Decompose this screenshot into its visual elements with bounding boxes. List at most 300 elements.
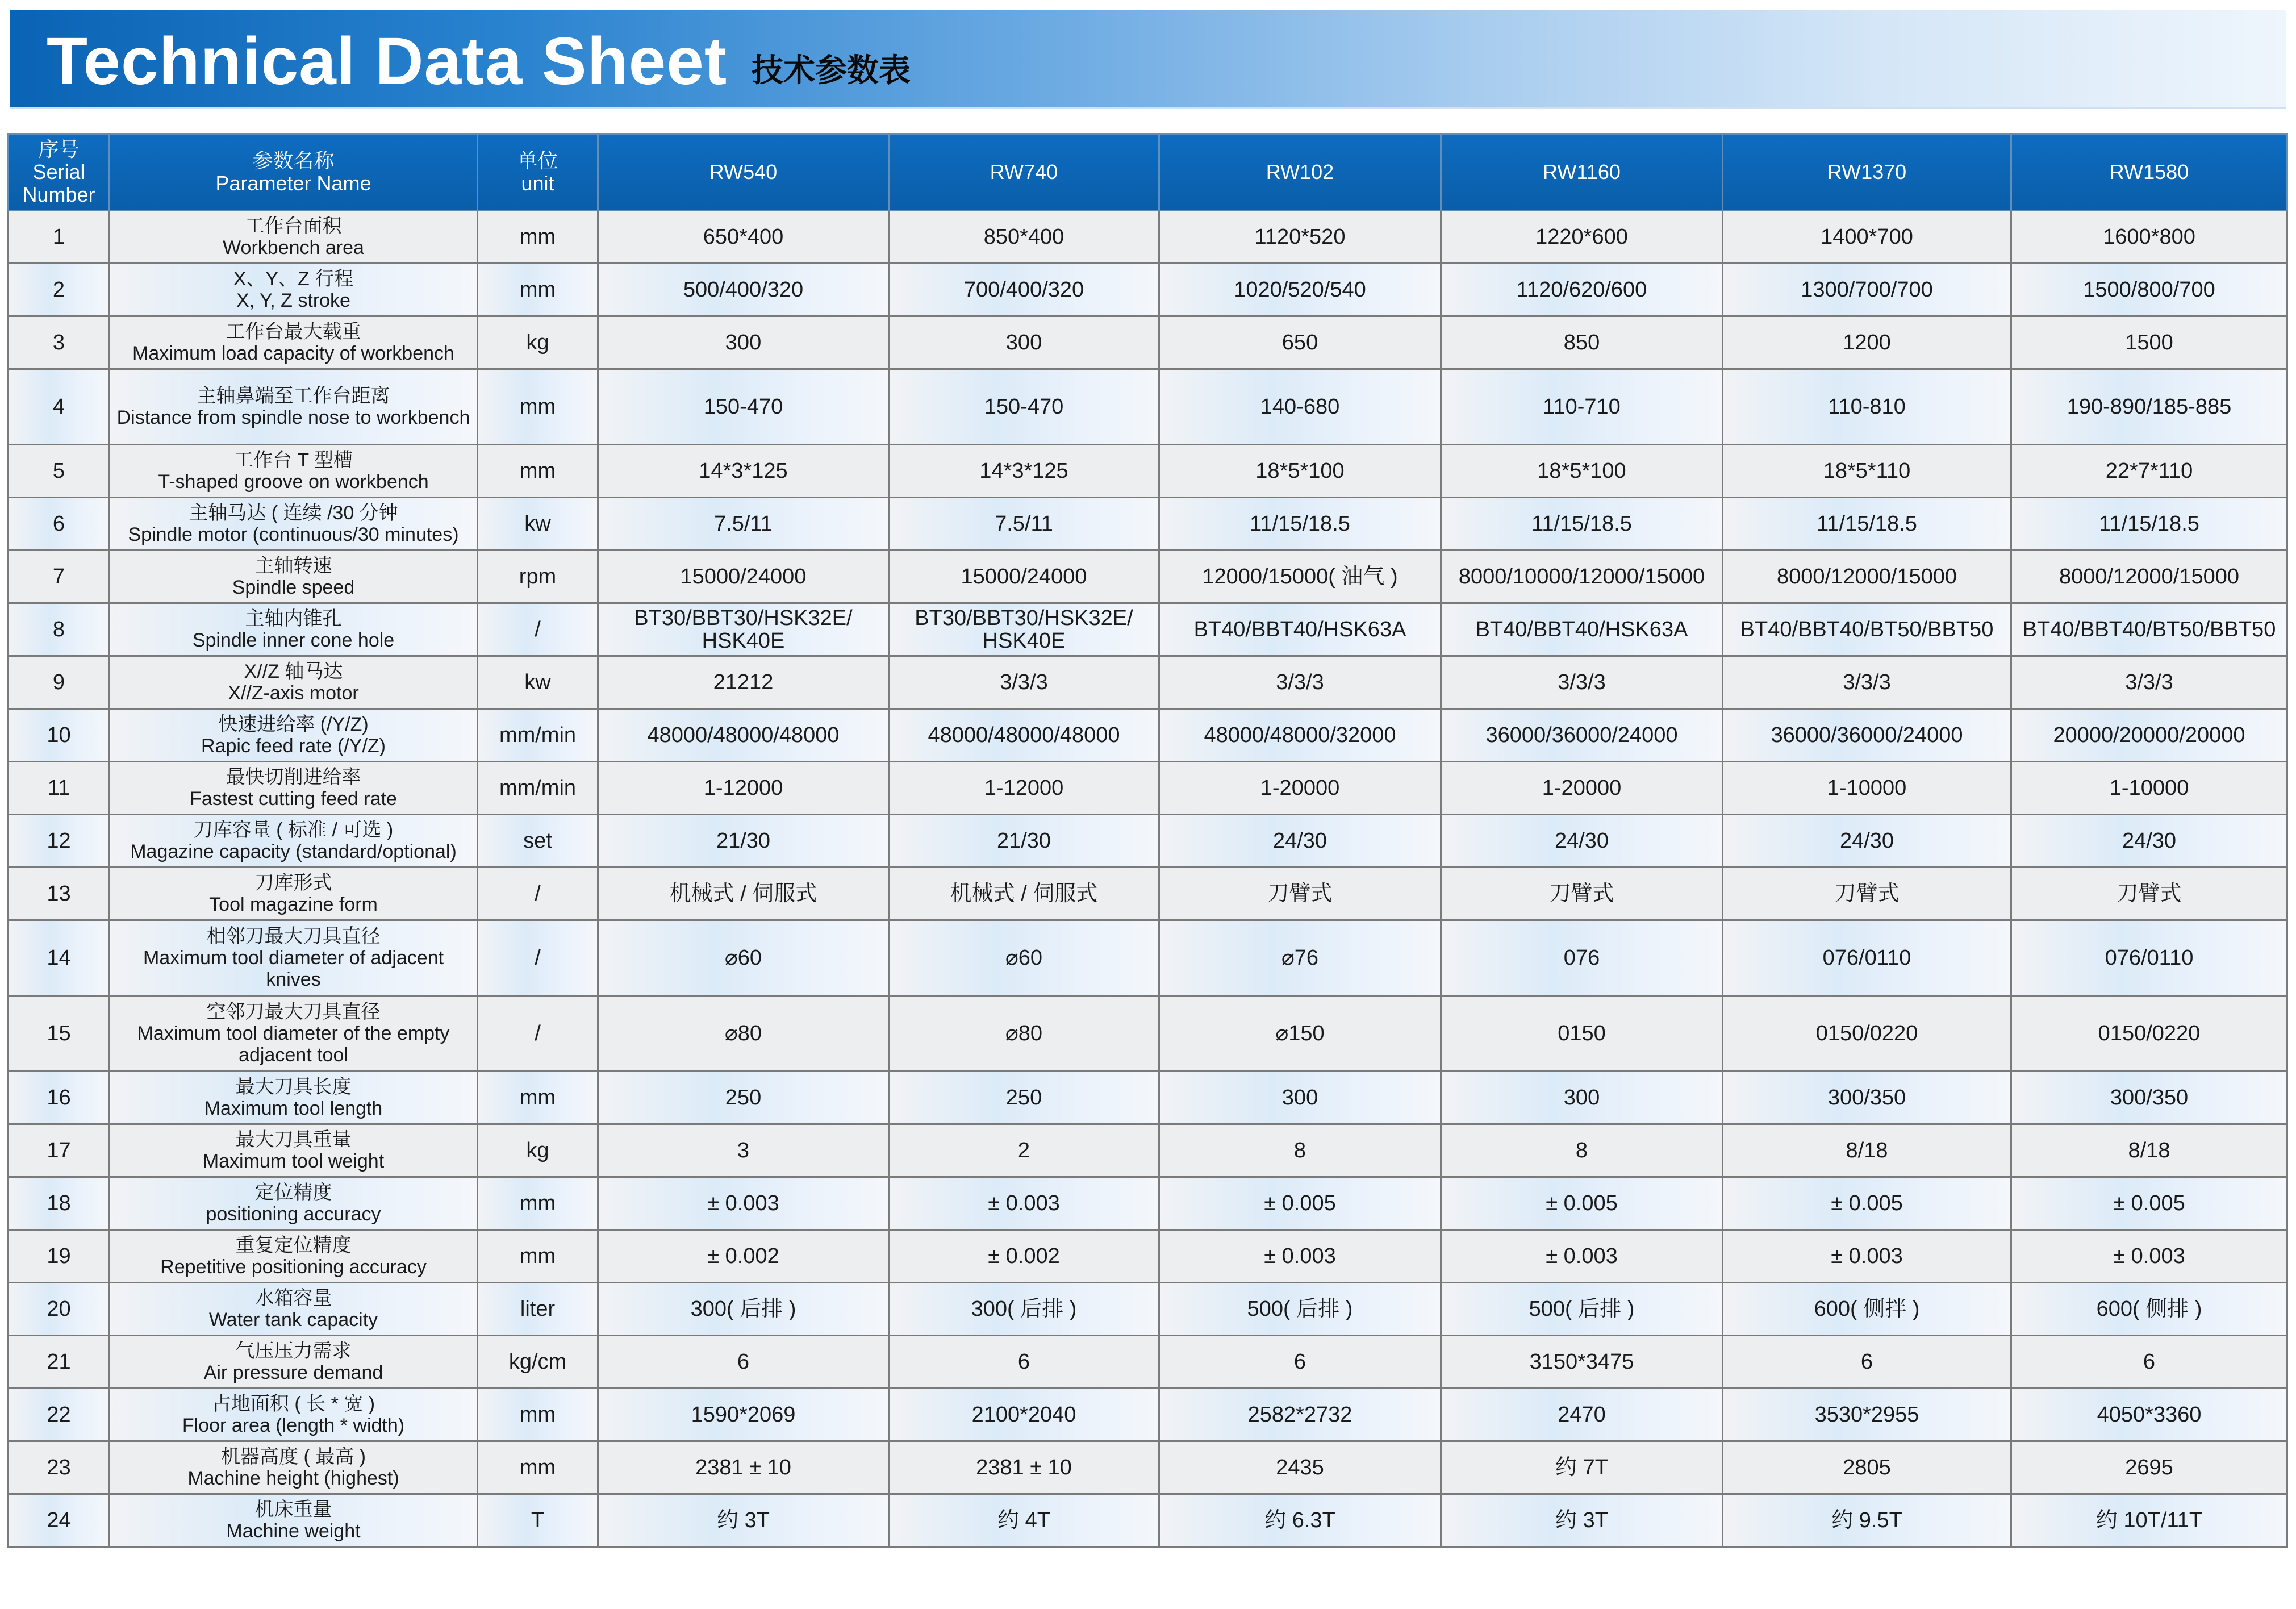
parameter-name-en: Distance from spindle nose to workbench xyxy=(116,407,470,428)
model-header-rw740: RW740 xyxy=(889,134,1159,211)
parameter-name-cn: 最大刀具重量 xyxy=(235,1129,352,1151)
unit-cell: mm/min xyxy=(478,709,598,762)
value-cell-rw740: 15000/24000 xyxy=(889,551,1159,603)
value-cell-rw1370: 刀臂式 xyxy=(1723,868,2011,920)
value-cell-rw740: 150-470 xyxy=(889,369,1159,445)
parameter-name-cell xyxy=(110,445,478,498)
table-body xyxy=(9,211,2287,1547)
value-cell-rw740: ± 0.003 xyxy=(889,1177,1159,1230)
value-cell-rw740: 300 xyxy=(889,316,1159,369)
serial-number-cell: 4 xyxy=(9,369,110,445)
parameter-name-en: T-shaped groove on workbench xyxy=(158,471,429,493)
serial-number-cell: 18 xyxy=(9,1177,110,1230)
value-cell-rw1580: 11/15/18.5 xyxy=(2011,498,2287,551)
value-cell-rw740: 2381 ± 10 xyxy=(889,1441,1159,1494)
param-header-en: Parameter Name xyxy=(215,172,371,195)
value-cell-rw540: 7.5/11 xyxy=(598,498,889,551)
serial-header-en2: Number xyxy=(22,183,95,206)
unit-cell: mm xyxy=(478,1389,598,1441)
parameter-name-cell xyxy=(110,316,478,369)
serial-number-header xyxy=(9,134,110,211)
value-cell-rw1370: 36000/36000/24000 xyxy=(1723,709,2011,762)
serial-number-cell: 21 xyxy=(9,1336,110,1389)
unit-cell: / xyxy=(478,920,598,996)
unit-cell: mm xyxy=(478,369,598,445)
value-cell-rw102: 1120*520 xyxy=(1159,211,1441,264)
value-cell-rw1160: 1120/620/600 xyxy=(1441,264,1723,316)
parameter-name-header xyxy=(110,134,478,211)
value-cell-rw1370: 8/18 xyxy=(1723,1124,2011,1177)
serial-number-cell: 9 xyxy=(9,656,110,709)
table-row xyxy=(9,316,2287,369)
unit-cell: mm xyxy=(478,1072,598,1124)
parameter-name-cell xyxy=(110,369,478,445)
serial-header-en1: Serial xyxy=(32,160,85,184)
unit-cell: set xyxy=(478,815,598,868)
value-cell-rw1160: 18*5*100 xyxy=(1441,445,1723,498)
value-cell-rw1370: 3530*2955 xyxy=(1723,1389,2011,1441)
value-cell-rw1160: 1220*600 xyxy=(1441,211,1723,264)
serial-number-cell: 5 xyxy=(9,445,110,498)
parameter-name-cell xyxy=(110,1177,478,1230)
parameter-name-cn: 工作台最大载重 xyxy=(226,321,361,343)
parameter-name-en: Repetitive positioning accuracy xyxy=(160,1256,427,1278)
serial-number-cell: 2 xyxy=(9,264,110,316)
parameter-name-en: Fastest cutting feed rate xyxy=(190,788,397,810)
table-row xyxy=(9,1336,2287,1389)
value-cell-rw102: 11/15/18.5 xyxy=(1159,498,1441,551)
value-cell-rw102: 6 xyxy=(1159,1336,1441,1389)
serial-number-cell: 22 xyxy=(9,1389,110,1441)
unit-header-en: unit xyxy=(521,172,554,195)
unit-header-cn: 单位 xyxy=(517,149,558,172)
value-cell-rw1370: 11/15/18.5 xyxy=(1723,498,2011,551)
table-row xyxy=(9,211,2287,264)
value-cell-rw102: 2435 xyxy=(1159,1441,1441,1494)
serial-number-cell: 10 xyxy=(9,709,110,762)
value-cell-rw102: ⌀76 xyxy=(1159,920,1441,996)
parameter-name-cell xyxy=(110,551,478,603)
value-cell-rw1580: 1500 xyxy=(2011,316,2287,369)
value-cell-rw1580: 1500/800/700 xyxy=(2011,264,2287,316)
parameter-name-cell xyxy=(110,709,478,762)
value-cell-rw1370: 1400*700 xyxy=(1723,211,2011,264)
serial-number-cell: 11 xyxy=(9,762,110,815)
unit-cell: rpm xyxy=(478,551,598,603)
parameter-name-cell xyxy=(110,815,478,868)
parameter-name-cell xyxy=(110,762,478,815)
parameter-name-en: Workbench area xyxy=(223,237,364,259)
table-row xyxy=(9,369,2287,445)
value-cell-rw740: ⌀80 xyxy=(889,996,1159,1072)
value-cell-rw740: 机械式 / 伺服式 xyxy=(889,868,1159,920)
value-cell-rw1160: ± 0.005 xyxy=(1441,1177,1723,1230)
value-cell-rw102: 2582*2732 xyxy=(1159,1389,1441,1441)
serial-number-cell: 3 xyxy=(9,316,110,369)
value-cell-rw102: 约 6.3T xyxy=(1159,1494,1441,1547)
parameter-name-en: X, Y, Z stroke xyxy=(236,290,350,311)
value-cell-rw740: 48000/48000/48000 xyxy=(889,709,1159,762)
value-cell-rw540: 650*400 xyxy=(598,211,889,264)
unit-cell: kw xyxy=(478,498,598,551)
table-row xyxy=(9,709,2287,762)
parameter-name-en: Machine weight xyxy=(226,1520,361,1542)
value-cell-rw1160: 3/3/3 xyxy=(1441,656,1723,709)
parameter-name-en: Air pressure demand xyxy=(203,1362,383,1383)
parameter-name-cell xyxy=(110,1494,478,1547)
parameter-name-cn: 水箱容量 xyxy=(254,1287,332,1309)
table-row xyxy=(9,762,2287,815)
parameter-name-cn: 主轴马达 ( 连续 /30 分钟 xyxy=(189,502,398,524)
value-cell-rw540: ⌀80 xyxy=(598,996,889,1072)
value-cell-rw1580: 0150/0220 xyxy=(2011,996,2287,1072)
parameter-name-cn: 最快切削进给率 xyxy=(226,766,361,788)
value-cell-rw740: 300( 后排 ) xyxy=(889,1283,1159,1336)
value-cell-rw540: 250 xyxy=(598,1072,889,1124)
parameter-name-en: X//Z-axis motor xyxy=(228,682,359,704)
value-cell-rw1160: 076 xyxy=(1441,920,1723,996)
value-cell-rw1580: 2695 xyxy=(2011,1441,2287,1494)
value-cell-rw740: ± 0.002 xyxy=(889,1230,1159,1283)
model-header-rw1160: RW1160 xyxy=(1441,134,1723,211)
value-cell-rw1580: 300/350 xyxy=(2011,1072,2287,1124)
value-cell-rw540: 150-470 xyxy=(598,369,889,445)
value-cell-rw740: 6 xyxy=(889,1336,1159,1389)
parameter-name-cell xyxy=(110,996,478,1072)
value-cell-rw740: ⌀60 xyxy=(889,920,1159,996)
serial-number-cell: 6 xyxy=(9,498,110,551)
value-cell-rw1580: 4050*3360 xyxy=(2011,1389,2287,1441)
value-cell-rw540: 21212 xyxy=(598,656,889,709)
serial-number-cell: 16 xyxy=(9,1072,110,1124)
value-cell-rw1370: 0150/0220 xyxy=(1723,996,2011,1072)
value-cell-rw1160: 110-710 xyxy=(1441,369,1723,445)
serial-header-cn: 序号 xyxy=(38,137,80,161)
value-cell-rw102: ± 0.003 xyxy=(1159,1230,1441,1283)
unit-cell: / xyxy=(478,996,598,1072)
value-cell-rw540: 21/30 xyxy=(598,815,889,868)
parameter-name-cell xyxy=(110,264,478,316)
parameter-name-cn: 刀库容量 ( 标准 / 可选 ) xyxy=(193,819,394,841)
parameter-name-en: Rapic feed rate (/Y/Z) xyxy=(201,735,386,757)
serial-number-cell: 1 xyxy=(9,211,110,264)
serial-number-cell: 24 xyxy=(9,1494,110,1547)
value-cell-rw540: 15000/24000 xyxy=(598,551,889,603)
parameter-name-cell xyxy=(110,1072,478,1124)
table-row xyxy=(9,445,2287,498)
value-cell-rw1160: 1-20000 xyxy=(1441,762,1723,815)
parameter-name-cell xyxy=(110,1336,478,1389)
value-cell-rw102: 140-680 xyxy=(1159,369,1441,445)
value-cell-rw1370: 1300/700/700 xyxy=(1723,264,2011,316)
table-row xyxy=(9,868,2287,920)
parameter-name-cell xyxy=(110,211,478,264)
value-cell-rw1580: 1-10000 xyxy=(2011,762,2287,815)
parameter-name-cell xyxy=(110,1389,478,1441)
value-cell-rw1580: 20000/20000/20000 xyxy=(2011,709,2287,762)
parameter-name-en: Maximum tool diameter of adjacent knives xyxy=(143,947,444,990)
parameter-name-cn: 刀库形式 xyxy=(254,872,332,894)
serial-number-cell: 8 xyxy=(9,603,110,656)
unit-cell: kg xyxy=(478,316,598,369)
model-header-rw540: RW540 xyxy=(598,134,889,211)
value-cell-rw1160: BT40/BBT40/HSK63A xyxy=(1441,603,1723,656)
table-row xyxy=(9,920,2287,996)
parameter-name-cn: 工作台 T 型槽 xyxy=(233,449,353,471)
parameter-name-cell xyxy=(110,656,478,709)
header-banner xyxy=(10,10,2286,109)
value-cell-rw740: 14*3*125 xyxy=(889,445,1159,498)
value-cell-rw1160: 刀臂式 xyxy=(1441,868,1723,920)
unit-cell: kw xyxy=(478,656,598,709)
unit-cell: liter xyxy=(478,1283,598,1336)
value-cell-rw540: ± 0.003 xyxy=(598,1177,889,1230)
value-cell-rw740: 7.5/11 xyxy=(889,498,1159,551)
parameter-name-cn: 主轴转速 xyxy=(254,555,332,577)
table-row xyxy=(9,1441,2287,1494)
serial-number-cell: 17 xyxy=(9,1124,110,1177)
unit-cell: mm xyxy=(478,445,598,498)
value-cell-rw740: 700/400/320 xyxy=(889,264,1159,316)
value-cell-rw540: ± 0.002 xyxy=(598,1230,889,1283)
parameter-name-cn: 工作台面积 xyxy=(245,215,342,237)
value-cell-rw1160: 约 7T xyxy=(1441,1441,1723,1494)
value-cell-rw540: 3 xyxy=(598,1124,889,1177)
parameter-name-cell xyxy=(110,1230,478,1283)
parameter-name-cn: 空邻刀最大刀具直径 xyxy=(206,1001,381,1023)
value-cell-rw740: 250 xyxy=(889,1072,1159,1124)
value-cell-rw1370: 076/0110 xyxy=(1723,920,2011,996)
serial-number-cell: 19 xyxy=(9,1230,110,1283)
value-cell-rw740: BT30/BBT30/HSK32E/ HSK40E xyxy=(889,603,1159,656)
serial-number-cell: 15 xyxy=(9,996,110,1072)
value-cell-rw1580: 24/30 xyxy=(2011,815,2287,868)
value-cell-rw102: 1020/520/540 xyxy=(1159,264,1441,316)
unit-cell: mm xyxy=(478,1441,598,1494)
parameter-name-cn: 最大刀具长度 xyxy=(235,1076,352,1098)
value-cell-rw540: 300 xyxy=(598,316,889,369)
serial-number-cell: 14 xyxy=(9,920,110,996)
model-header-rw1370: RW1370 xyxy=(1723,134,2011,211)
value-cell-rw740: 3/3/3 xyxy=(889,656,1159,709)
value-cell-rw1160: 11/15/18.5 xyxy=(1441,498,1723,551)
value-cell-rw740: 21/30 xyxy=(889,815,1159,868)
unit-cell: / xyxy=(478,868,598,920)
page-title: Technical Data Sheet xyxy=(47,24,728,99)
unit-cell: / xyxy=(478,603,598,656)
parameter-name-en: Water tank capacity xyxy=(208,1309,378,1331)
parameter-name-cn: 机器高度 ( 最高 ) xyxy=(221,1446,366,1468)
model-header-rw102: RW102 xyxy=(1159,134,1441,211)
table-row xyxy=(9,1177,2287,1230)
parameter-name-cn: 主轴内锥孔 xyxy=(245,608,342,630)
value-cell-rw1580: BT40/BBT40/BT50/BBT50 xyxy=(2011,603,2287,656)
unit-cell: kg/cm xyxy=(478,1336,598,1389)
value-cell-rw540: 6 xyxy=(598,1336,889,1389)
value-cell-rw1370: 110-810 xyxy=(1723,369,2011,445)
parameter-name-cell xyxy=(110,868,478,920)
value-cell-rw102: 500( 后排 ) xyxy=(1159,1283,1441,1336)
spec-table-container xyxy=(7,133,2286,1548)
value-cell-rw102: 12000/15000( 油气 ) xyxy=(1159,551,1441,603)
table-row xyxy=(9,603,2287,656)
value-cell-rw1370: 3/3/3 xyxy=(1723,656,2011,709)
value-cell-rw102: 24/30 xyxy=(1159,815,1441,868)
parameter-name-cn: 占地面积 ( 长 * 宽 ) xyxy=(211,1393,375,1415)
value-cell-rw1370: 24/30 xyxy=(1723,815,2011,868)
value-cell-rw1160: 500( 后排 ) xyxy=(1441,1283,1723,1336)
unit-cell: mm/min xyxy=(478,762,598,815)
value-cell-rw1580: 076/0110 xyxy=(2011,920,2287,996)
parameter-name-en: Machine height (highest) xyxy=(187,1468,399,1489)
table-row xyxy=(9,498,2287,551)
table-row xyxy=(9,1072,2287,1124)
value-cell-rw1160: 0150 xyxy=(1441,996,1723,1072)
parameter-name-en: Floor area (length * width) xyxy=(182,1415,405,1436)
value-cell-rw1370: ± 0.005 xyxy=(1723,1177,2011,1230)
value-cell-rw102: ⌀150 xyxy=(1159,996,1441,1072)
value-cell-rw1160: 24/30 xyxy=(1441,815,1723,868)
value-cell-rw102: 300 xyxy=(1159,1072,1441,1124)
parameter-name-cell xyxy=(110,603,478,656)
parameter-name-cn: 气压压力需求 xyxy=(235,1340,352,1362)
serial-number-cell: 23 xyxy=(9,1441,110,1494)
serial-number-cell: 13 xyxy=(9,868,110,920)
value-cell-rw1370: ± 0.003 xyxy=(1723,1230,2011,1283)
table-row xyxy=(9,551,2287,603)
value-cell-rw1160: 3150*3475 xyxy=(1441,1336,1723,1389)
value-cell-rw540: 300( 后排 ) xyxy=(598,1283,889,1336)
value-cell-rw540: 48000/48000/48000 xyxy=(598,709,889,762)
value-cell-rw1160: 850 xyxy=(1441,316,1723,369)
value-cell-rw102: 3/3/3 xyxy=(1159,656,1441,709)
serial-number-cell: 7 xyxy=(9,551,110,603)
value-cell-rw540: 14*3*125 xyxy=(598,445,889,498)
value-cell-rw540: 约 3T xyxy=(598,1494,889,1547)
value-cell-rw740: 2 xyxy=(889,1124,1159,1177)
param-header-cn: 参数名称 xyxy=(252,149,335,172)
unit-cell: mm xyxy=(478,1177,598,1230)
table-row xyxy=(9,1230,2287,1283)
value-cell-rw1370: 约 9.5T xyxy=(1723,1494,2011,1547)
value-cell-rw1370: 1-10000 xyxy=(1723,762,2011,815)
value-cell-rw740: 2100*2040 xyxy=(889,1389,1159,1441)
value-cell-rw740: 约 4T xyxy=(889,1494,1159,1547)
value-cell-rw1370: 300/350 xyxy=(1723,1072,2011,1124)
value-cell-rw1370: 6 xyxy=(1723,1336,2011,1389)
value-cell-rw1370: 2805 xyxy=(1723,1441,2011,1494)
parameter-name-en: Maximum load capacity of workbench xyxy=(132,343,454,364)
value-cell-rw1160: ± 0.003 xyxy=(1441,1230,1723,1283)
value-cell-rw1580: 8/18 xyxy=(2011,1124,2287,1177)
value-cell-rw540: BT30/BBT30/HSK32E/ HSK40E xyxy=(598,603,889,656)
unit-cell: T xyxy=(478,1494,598,1547)
unit-header xyxy=(478,134,598,211)
table-row xyxy=(9,656,2287,709)
parameter-name-en: Maximum tool weight xyxy=(202,1151,385,1172)
table-row xyxy=(9,815,2287,868)
unit-cell: mm xyxy=(478,211,598,264)
parameter-name-en: Maximum tool diameter of the empty adjacent tool xyxy=(137,1023,450,1066)
value-cell-rw1160: 36000/36000/24000 xyxy=(1441,709,1723,762)
unit-cell: kg xyxy=(478,1124,598,1177)
table-row xyxy=(9,1389,2287,1441)
value-cell-rw1580: 8000/12000/15000 xyxy=(2011,551,2287,603)
value-cell-rw540: 1-12000 xyxy=(598,762,889,815)
parameter-name-cell xyxy=(110,1124,478,1177)
value-cell-rw102: 18*5*100 xyxy=(1159,445,1441,498)
value-cell-rw540: 1590*2069 xyxy=(598,1389,889,1441)
table-header xyxy=(9,134,2287,211)
value-cell-rw102: BT40/BBT40/HSK63A xyxy=(1159,603,1441,656)
value-cell-rw1580: 1600*800 xyxy=(2011,211,2287,264)
table-row xyxy=(9,264,2287,316)
value-cell-rw1580: 3/3/3 xyxy=(2011,656,2287,709)
parameter-name-cn: 机床重量 xyxy=(254,1499,332,1520)
parameter-name-cell xyxy=(110,1441,478,1494)
value-cell-rw740: 1-12000 xyxy=(889,762,1159,815)
parameter-name-en: Maximum tool length xyxy=(204,1098,383,1119)
table-row xyxy=(9,996,2287,1072)
value-cell-rw1370: BT40/BBT40/BT50/BBT50 xyxy=(1723,603,2011,656)
value-cell-rw1370: 18*5*110 xyxy=(1723,445,2011,498)
value-cell-rw1580: 约 10T/11T xyxy=(2011,1494,2287,1547)
value-cell-rw1160: 约 3T xyxy=(1441,1494,1723,1547)
value-cell-rw540: 机械式 / 伺服式 xyxy=(598,868,889,920)
table-row xyxy=(9,1494,2287,1547)
value-cell-rw540: 2381 ± 10 xyxy=(598,1441,889,1494)
value-cell-rw102: 刀臂式 xyxy=(1159,868,1441,920)
unit-cell: mm xyxy=(478,1230,598,1283)
parameter-name-cell xyxy=(110,498,478,551)
value-cell-rw1580: ± 0.005 xyxy=(2011,1177,2287,1230)
value-cell-rw540: 500/400/320 xyxy=(598,264,889,316)
value-cell-rw1580: 22*7*110 xyxy=(2011,445,2287,498)
parameter-name-cn: 相邻刀最大刀具直径 xyxy=(206,926,381,947)
serial-number-cell: 20 xyxy=(9,1283,110,1336)
value-cell-rw102: 8 xyxy=(1159,1124,1441,1177)
parameter-name-cell xyxy=(110,920,478,996)
value-cell-rw102: ± 0.005 xyxy=(1159,1177,1441,1230)
value-cell-rw102: 1-20000 xyxy=(1159,762,1441,815)
value-cell-rw540: ⌀60 xyxy=(598,920,889,996)
parameter-name-cn: 定位精度 xyxy=(254,1182,332,1203)
value-cell-rw1160: 8 xyxy=(1441,1124,1723,1177)
parameter-name-en: Spindle inner cone hole xyxy=(192,630,395,651)
serial-number-cell: 12 xyxy=(9,815,110,868)
value-cell-rw102: 48000/48000/32000 xyxy=(1159,709,1441,762)
value-cell-rw1160: 8000/10000/12000/15000 xyxy=(1441,551,1723,603)
parameter-name-cn: 快速进给率 (/Y/Z) xyxy=(218,714,369,735)
spec-table xyxy=(7,133,2288,1548)
table-row xyxy=(9,1283,2287,1336)
table-row xyxy=(9,1124,2287,1177)
parameter-name-en: Spindle speed xyxy=(232,577,355,598)
value-cell-rw1580: 6 xyxy=(2011,1336,2287,1389)
value-cell-rw1160: 300 xyxy=(1441,1072,1723,1124)
parameter-name-cn: 主轴鼻端至工作台距离 xyxy=(197,385,390,407)
value-cell-rw1160: 2470 xyxy=(1441,1389,1723,1441)
value-cell-rw1580: 190-890/185-885 xyxy=(2011,369,2287,445)
parameter-name-en: Spindle motor (continuous/30 minutes) xyxy=(128,524,459,545)
value-cell-rw1370: 8000/12000/15000 xyxy=(1723,551,2011,603)
parameter-name-cn: 重复定位精度 xyxy=(235,1235,352,1256)
parameter-name-en: positioning accuracy xyxy=(206,1203,381,1225)
value-cell-rw1580: 刀臂式 xyxy=(2011,868,2287,920)
parameter-name-cn: X、Y、Z 行程 xyxy=(233,268,354,290)
model-header-rw1580: RW1580 xyxy=(2011,134,2287,211)
value-cell-rw1580: 600( 侧排 ) xyxy=(2011,1283,2287,1336)
